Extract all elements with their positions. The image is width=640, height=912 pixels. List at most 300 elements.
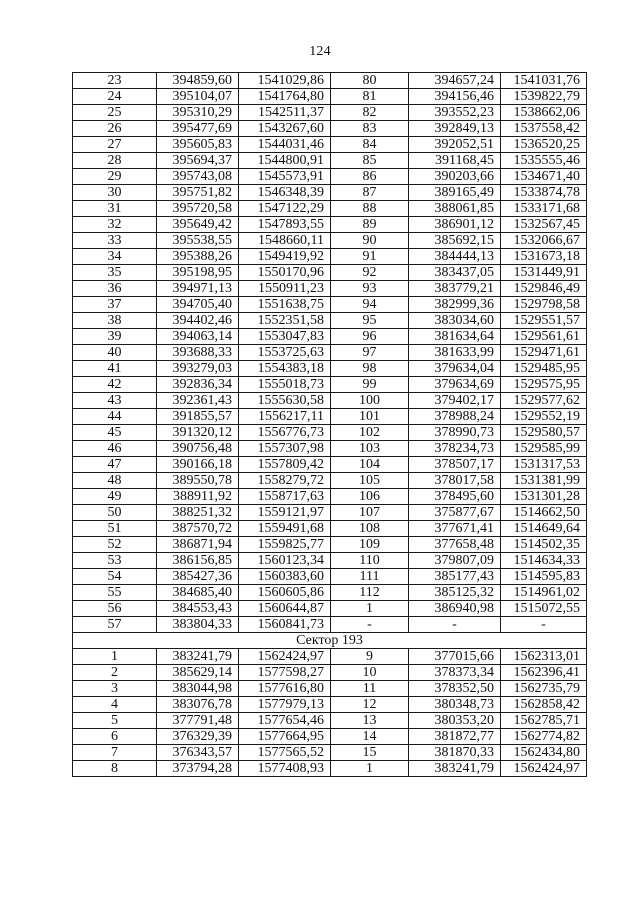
- point-number: 13: [331, 713, 409, 729]
- table-row: [73, 137, 587, 153]
- point-number: 54: [73, 569, 157, 585]
- x-coordinate: 393552,23: [409, 105, 501, 121]
- point-number: 50: [73, 505, 157, 521]
- y-coordinate: 1560123,34: [239, 553, 331, 569]
- y-coordinate: 1562434,80: [501, 745, 587, 761]
- y-coordinate: 1531449,91: [501, 265, 587, 281]
- y-coordinate: 1531317,53: [501, 457, 587, 473]
- point-number: 109: [331, 537, 409, 553]
- x-coordinate: 395538,55: [157, 233, 239, 249]
- x-coordinate: 386156,85: [157, 553, 239, 569]
- table-row: [73, 153, 587, 169]
- x-coordinate: 391168,45: [409, 153, 501, 169]
- table-row: [73, 345, 587, 361]
- table-row: [73, 313, 587, 329]
- table-row: [73, 377, 587, 393]
- y-coordinate: 1562735,79: [501, 681, 587, 697]
- x-coordinate: 395694,37: [157, 153, 239, 169]
- point-number: 52: [73, 537, 157, 553]
- y-coordinate: 1558717,63: [239, 489, 331, 505]
- section-title: Сектор 193: [73, 633, 587, 649]
- x-coordinate: 384444,13: [409, 249, 501, 265]
- point-number: 29: [73, 169, 157, 185]
- y-coordinate: 1552351,58: [239, 313, 331, 329]
- point-number: 83: [331, 121, 409, 137]
- point-number: 15: [331, 745, 409, 761]
- x-coordinate: 378988,24: [409, 409, 501, 425]
- point-number: 43: [73, 393, 157, 409]
- point-number: 95: [331, 313, 409, 329]
- y-coordinate: 1577598,27: [239, 665, 331, 681]
- point-number: 97: [331, 345, 409, 361]
- table-row: [73, 521, 587, 537]
- x-coordinate: 380348,73: [409, 697, 501, 713]
- y-coordinate: 1557307,98: [239, 441, 331, 457]
- point-number: 104: [331, 457, 409, 473]
- point-number: 9: [331, 649, 409, 665]
- x-coordinate: 379634,04: [409, 361, 501, 377]
- table-row: [73, 73, 587, 89]
- y-coordinate: 1544800,91: [239, 153, 331, 169]
- section-header-group: [73, 633, 587, 649]
- y-coordinate: 1549419,92: [239, 249, 331, 265]
- y-coordinate: 1529580,57: [501, 425, 587, 441]
- x-coordinate: 388911,92: [157, 489, 239, 505]
- y-coordinate: 1577654,46: [239, 713, 331, 729]
- y-coordinate: 1538662,06: [501, 105, 587, 121]
- y-coordinate: 1514649,64: [501, 521, 587, 537]
- table-row: [73, 649, 587, 665]
- x-coordinate: 393688,33: [157, 345, 239, 361]
- y-coordinate: 1562858,42: [501, 697, 587, 713]
- point-number: 112: [331, 585, 409, 601]
- y-coordinate: 1577664,95: [239, 729, 331, 745]
- table-row: [73, 697, 587, 713]
- y-coordinate: 1562396,41: [501, 665, 587, 681]
- table-row: [73, 457, 587, 473]
- y-coordinate: 1560383,60: [239, 569, 331, 585]
- y-coordinate: 1529551,57: [501, 313, 587, 329]
- y-coordinate: 1560605,86: [239, 585, 331, 601]
- y-coordinate: 1577979,13: [239, 697, 331, 713]
- point-number: 4: [73, 697, 157, 713]
- y-coordinate: 1541029,86: [239, 73, 331, 89]
- point-number: 96: [331, 329, 409, 345]
- point-number: 90: [331, 233, 409, 249]
- point-number: 108: [331, 521, 409, 537]
- point-number: 1: [73, 649, 157, 665]
- y-coordinate: 1553725,63: [239, 345, 331, 361]
- y-coordinate: 1559491,68: [239, 521, 331, 537]
- x-coordinate: 392361,43: [157, 393, 239, 409]
- point-number: -: [331, 617, 409, 633]
- y-coordinate: 1553047,83: [239, 329, 331, 345]
- point-number: 99: [331, 377, 409, 393]
- x-coordinate: 378495,60: [409, 489, 501, 505]
- table-row: [73, 409, 587, 425]
- x-coordinate: 383076,78: [157, 697, 239, 713]
- table-row: [73, 601, 587, 617]
- x-coordinate: 380353,20: [409, 713, 501, 729]
- point-number: 24: [73, 89, 157, 105]
- y-coordinate: 1529485,95: [501, 361, 587, 377]
- point-number: 82: [331, 105, 409, 121]
- table-row: [73, 585, 587, 601]
- x-coordinate: -: [409, 617, 501, 633]
- y-coordinate: 1560644,87: [239, 601, 331, 617]
- point-number: 57: [73, 617, 157, 633]
- x-coordinate: 390166,18: [157, 457, 239, 473]
- x-coordinate: 379402,17: [409, 393, 501, 409]
- y-coordinate: 1514595,83: [501, 569, 587, 585]
- point-number: 42: [73, 377, 157, 393]
- x-coordinate: 389165,49: [409, 185, 501, 201]
- y-coordinate: 1535555,46: [501, 153, 587, 169]
- x-coordinate: 376343,57: [157, 745, 239, 761]
- x-coordinate: 394971,13: [157, 281, 239, 297]
- point-number: 92: [331, 265, 409, 281]
- table-row: [73, 249, 587, 265]
- x-coordinate: 387570,72: [157, 521, 239, 537]
- x-coordinate: 392052,51: [409, 137, 501, 153]
- y-coordinate: 1529471,61: [501, 345, 587, 361]
- point-number: 88: [331, 201, 409, 217]
- y-coordinate: 1514961,02: [501, 585, 587, 601]
- y-coordinate: 1555018,73: [239, 377, 331, 393]
- x-coordinate: 394156,46: [409, 89, 501, 105]
- point-number: 84: [331, 137, 409, 153]
- y-coordinate: 1541031,76: [501, 73, 587, 89]
- point-number: 98: [331, 361, 409, 377]
- point-number: 44: [73, 409, 157, 425]
- x-coordinate: 391320,12: [157, 425, 239, 441]
- point-number: 37: [73, 297, 157, 313]
- table-row: [73, 105, 587, 121]
- point-number: 40: [73, 345, 157, 361]
- table-row: [73, 505, 587, 521]
- x-coordinate: 385629,14: [157, 665, 239, 681]
- y-coordinate: 1537558,42: [501, 121, 587, 137]
- y-coordinate: 1543267,60: [239, 121, 331, 137]
- x-coordinate: 377658,48: [409, 537, 501, 553]
- x-coordinate: 383034,60: [409, 313, 501, 329]
- y-coordinate: 1559825,77: [239, 537, 331, 553]
- y-coordinate: 1562774,82: [501, 729, 587, 745]
- y-coordinate: 1558279,72: [239, 473, 331, 489]
- point-number: 106: [331, 489, 409, 505]
- y-coordinate: 1577616,80: [239, 681, 331, 697]
- x-coordinate: 378373,34: [409, 665, 501, 681]
- point-number: 26: [73, 121, 157, 137]
- point-number: 36: [73, 281, 157, 297]
- y-coordinate: 1547893,55: [239, 217, 331, 233]
- point-number: 91: [331, 249, 409, 265]
- y-coordinate: 1531301,28: [501, 489, 587, 505]
- table-row: [73, 425, 587, 441]
- table-row: [73, 329, 587, 345]
- y-coordinate: 1545573,91: [239, 169, 331, 185]
- table-row: [73, 393, 587, 409]
- x-coordinate: 373794,28: [157, 761, 239, 777]
- point-number: 46: [73, 441, 157, 457]
- y-coordinate: 1533874,78: [501, 185, 587, 201]
- table-row: [73, 441, 587, 457]
- x-coordinate: 379807,09: [409, 553, 501, 569]
- y-coordinate: 1532567,45: [501, 217, 587, 233]
- x-coordinate: 381872,77: [409, 729, 501, 745]
- y-coordinate: 1531381,99: [501, 473, 587, 489]
- x-coordinate: 388251,32: [157, 505, 239, 521]
- y-coordinate: -: [501, 617, 587, 633]
- point-number: 27: [73, 137, 157, 153]
- x-coordinate: 386940,98: [409, 601, 501, 617]
- x-coordinate: 390756,48: [157, 441, 239, 457]
- y-coordinate: 1562785,71: [501, 713, 587, 729]
- y-coordinate: 1560841,73: [239, 617, 331, 633]
- y-coordinate: 1547122,29: [239, 201, 331, 217]
- x-coordinate: 383241,79: [157, 649, 239, 665]
- y-coordinate: 1577565,52: [239, 745, 331, 761]
- table-row: [73, 553, 587, 569]
- y-coordinate: 1515072,55: [501, 601, 587, 617]
- point-number: 45: [73, 425, 157, 441]
- table-row: [73, 537, 587, 553]
- coordinates-table: [72, 72, 587, 777]
- table-row: [73, 233, 587, 249]
- y-coordinate: 1529552,19: [501, 409, 587, 425]
- x-coordinate: 394402,46: [157, 313, 239, 329]
- y-coordinate: 1550170,96: [239, 265, 331, 281]
- table-row: [73, 489, 587, 505]
- y-coordinate: 1529798,58: [501, 297, 587, 313]
- y-coordinate: 1548660,11: [239, 233, 331, 249]
- x-coordinate: 383804,33: [157, 617, 239, 633]
- x-coordinate: 386871,94: [157, 537, 239, 553]
- point-number: 1: [331, 761, 409, 777]
- page-number: 124: [309, 44, 331, 59]
- point-number: 89: [331, 217, 409, 233]
- x-coordinate: 383437,05: [409, 265, 501, 281]
- point-number: 85: [331, 153, 409, 169]
- table-row: [73, 473, 587, 489]
- x-coordinate: 392836,34: [157, 377, 239, 393]
- x-coordinate: 394859,60: [157, 73, 239, 89]
- x-coordinate: 392849,13: [409, 121, 501, 137]
- x-coordinate: 383779,21: [409, 281, 501, 297]
- point-number: 6: [73, 729, 157, 745]
- point-number: 103: [331, 441, 409, 457]
- x-coordinate: 381633,99: [409, 345, 501, 361]
- point-number: 1: [331, 601, 409, 617]
- point-number: 102: [331, 425, 409, 441]
- point-number: 35: [73, 265, 157, 281]
- x-coordinate: 395720,58: [157, 201, 239, 217]
- section-header-row: [73, 633, 587, 649]
- point-number: 10: [331, 665, 409, 681]
- table-row: [73, 217, 587, 233]
- point-number: 3: [73, 681, 157, 697]
- y-coordinate: 1557809,42: [239, 457, 331, 473]
- point-number: 51: [73, 521, 157, 537]
- y-coordinate: 1542511,37: [239, 105, 331, 121]
- x-coordinate: 395198,95: [157, 265, 239, 281]
- x-coordinate: 381870,33: [409, 745, 501, 761]
- point-number: 8: [73, 761, 157, 777]
- point-number: 12: [331, 697, 409, 713]
- point-number: 7: [73, 745, 157, 761]
- x-coordinate: 383044,98: [157, 681, 239, 697]
- table-row: [73, 361, 587, 377]
- table-row: [73, 89, 587, 105]
- table-row: [73, 569, 587, 585]
- y-coordinate: 1536520,25: [501, 137, 587, 153]
- point-number: 38: [73, 313, 157, 329]
- point-number: 87: [331, 185, 409, 201]
- y-coordinate: 1577408,93: [239, 761, 331, 777]
- y-coordinate: 1539822,79: [501, 89, 587, 105]
- x-coordinate: 377791,48: [157, 713, 239, 729]
- y-coordinate: 1562424,97: [239, 649, 331, 665]
- x-coordinate: 379634,69: [409, 377, 501, 393]
- y-coordinate: 1562424,97: [501, 761, 587, 777]
- point-number: 47: [73, 457, 157, 473]
- x-coordinate: 388061,85: [409, 201, 501, 217]
- x-coordinate: 378990,73: [409, 425, 501, 441]
- x-coordinate: 385427,36: [157, 569, 239, 585]
- point-number: 49: [73, 489, 157, 505]
- x-coordinate: 395605,83: [157, 137, 239, 153]
- point-number: 110: [331, 553, 409, 569]
- x-coordinate: 390203,66: [409, 169, 501, 185]
- point-number: 11: [331, 681, 409, 697]
- y-coordinate: 1556217,11: [239, 409, 331, 425]
- y-coordinate: 1559121,97: [239, 505, 331, 521]
- y-coordinate: 1514634,33: [501, 553, 587, 569]
- y-coordinate: 1551638,75: [239, 297, 331, 313]
- table-row: [73, 281, 587, 297]
- y-coordinate: 1529575,95: [501, 377, 587, 393]
- coordinates-rows-after-section: [73, 649, 587, 777]
- x-coordinate: 395310,29: [157, 105, 239, 121]
- x-coordinate: 394063,14: [157, 329, 239, 345]
- point-number: 56: [73, 601, 157, 617]
- x-coordinate: 394657,24: [409, 73, 501, 89]
- point-number: 107: [331, 505, 409, 521]
- point-number: 30: [73, 185, 157, 201]
- x-coordinate: 377671,41: [409, 521, 501, 537]
- point-number: 14: [331, 729, 409, 745]
- x-coordinate: 376329,39: [157, 729, 239, 745]
- point-number: 100: [331, 393, 409, 409]
- point-number: 94: [331, 297, 409, 313]
- x-coordinate: 383241,79: [409, 761, 501, 777]
- point-number: 101: [331, 409, 409, 425]
- point-number: 31: [73, 201, 157, 217]
- point-number: 5: [73, 713, 157, 729]
- table-row: [73, 665, 587, 681]
- y-coordinate: 1556776,73: [239, 425, 331, 441]
- table-row: [73, 761, 587, 777]
- point-number: 39: [73, 329, 157, 345]
- point-number: 32: [73, 217, 157, 233]
- y-coordinate: 1529561,61: [501, 329, 587, 345]
- y-coordinate: 1531673,18: [501, 249, 587, 265]
- point-number: 93: [331, 281, 409, 297]
- x-coordinate: 385177,43: [409, 569, 501, 585]
- x-coordinate: 386901,12: [409, 217, 501, 233]
- x-coordinate: 385125,32: [409, 585, 501, 601]
- point-number: 111: [331, 569, 409, 585]
- table-row: [73, 681, 587, 697]
- y-coordinate: 1546348,39: [239, 185, 331, 201]
- point-number: 23: [73, 73, 157, 89]
- y-coordinate: 1514662,50: [501, 505, 587, 521]
- table-row: [73, 201, 587, 217]
- table-row: [73, 745, 587, 761]
- x-coordinate: 378234,73: [409, 441, 501, 457]
- point-number: 34: [73, 249, 157, 265]
- x-coordinate: 389550,78: [157, 473, 239, 489]
- x-coordinate: 395477,69: [157, 121, 239, 137]
- x-coordinate: 395751,82: [157, 185, 239, 201]
- point-number: 105: [331, 473, 409, 489]
- x-coordinate: 375877,67: [409, 505, 501, 521]
- x-coordinate: 395743,08: [157, 169, 239, 185]
- y-coordinate: 1533171,68: [501, 201, 587, 217]
- x-coordinate: 384553,43: [157, 601, 239, 617]
- y-coordinate: 1555630,58: [239, 393, 331, 409]
- table-row: [73, 713, 587, 729]
- x-coordinate: 384685,40: [157, 585, 239, 601]
- y-coordinate: 1550911,23: [239, 281, 331, 297]
- y-coordinate: 1562313,01: [501, 649, 587, 665]
- table-row: [73, 185, 587, 201]
- y-coordinate: 1544031,46: [239, 137, 331, 153]
- table-row: [73, 729, 587, 745]
- coordinates-rows-before-section: [73, 73, 587, 633]
- table-row: [73, 617, 587, 633]
- point-number: 86: [331, 169, 409, 185]
- table-row: [73, 121, 587, 137]
- y-coordinate: 1541764,80: [239, 89, 331, 105]
- x-coordinate: 393279,03: [157, 361, 239, 377]
- table-row: [73, 297, 587, 313]
- x-coordinate: 395104,07: [157, 89, 239, 105]
- x-coordinate: 378507,17: [409, 457, 501, 473]
- point-number: 48: [73, 473, 157, 489]
- point-number: 2: [73, 665, 157, 681]
- x-coordinate: 385692,15: [409, 233, 501, 249]
- table-row: [73, 265, 587, 281]
- point-number: 80: [331, 73, 409, 89]
- point-number: 55: [73, 585, 157, 601]
- x-coordinate: 394705,40: [157, 297, 239, 313]
- point-number: 41: [73, 361, 157, 377]
- x-coordinate: 395649,42: [157, 217, 239, 233]
- x-coordinate: 382999,36: [409, 297, 501, 313]
- x-coordinate: 381634,64: [409, 329, 501, 345]
- y-coordinate: 1529846,49: [501, 281, 587, 297]
- table-row: [73, 169, 587, 185]
- y-coordinate: 1554383,18: [239, 361, 331, 377]
- y-coordinate: 1514502,35: [501, 537, 587, 553]
- point-number: 28: [73, 153, 157, 169]
- point-number: 33: [73, 233, 157, 249]
- y-coordinate: 1534671,40: [501, 169, 587, 185]
- x-coordinate: 378352,50: [409, 681, 501, 697]
- y-coordinate: 1529577,62: [501, 393, 587, 409]
- point-number: 25: [73, 105, 157, 121]
